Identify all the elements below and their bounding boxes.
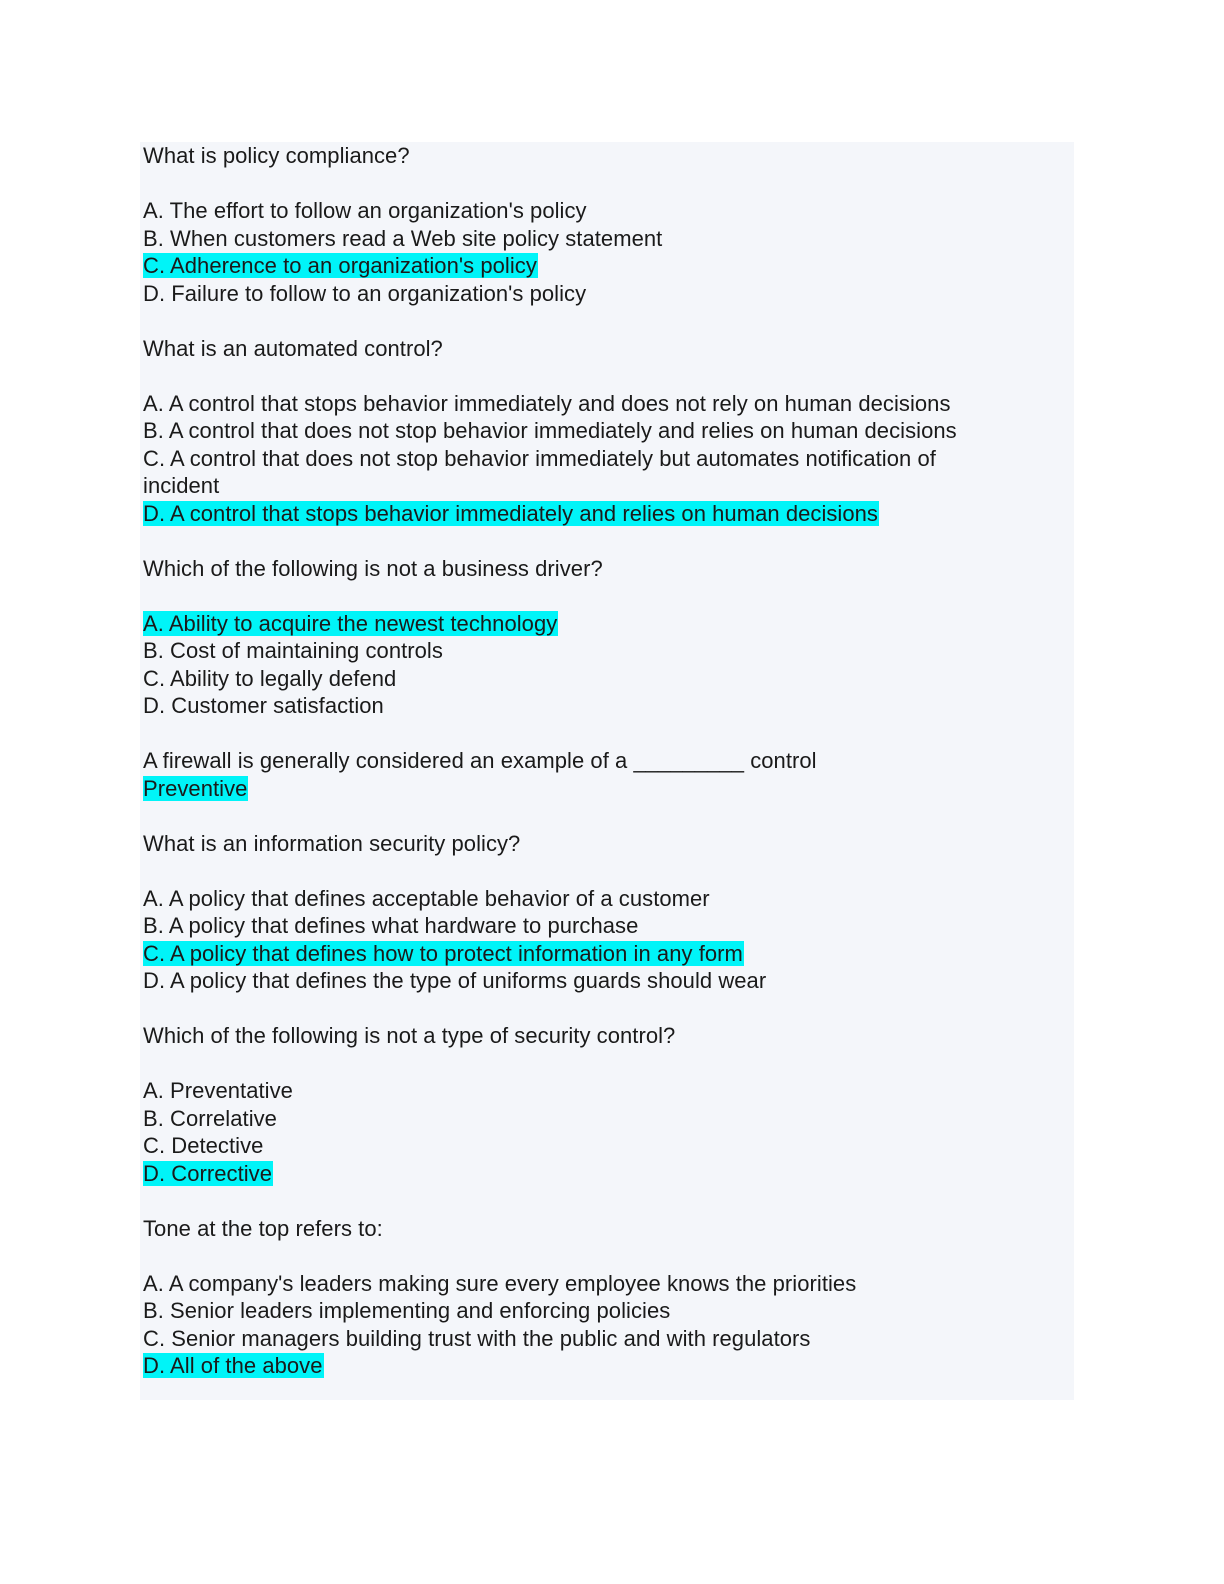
answer-option: A. A control that stops behavior immediately and does not rely on human decisions: [143, 390, 951, 416]
correct-answer-option: C. A policy that defines how to protect information in any form: [143, 940, 743, 966]
answer-option: B. Senior leaders implementing and enforcing policies: [143, 1298, 671, 1323]
answer-option: C. Senior managers building trust with the public and with regulators: [143, 1325, 811, 1351]
spacer: [143, 527, 1063, 555]
spacer: [143, 857, 1063, 885]
answer-option: B. Correlative: [143, 1105, 277, 1131]
spacer: [143, 802, 1063, 830]
question-prompt: Tone at the top refers to:: [143, 1215, 383, 1241]
spacer: [143, 720, 1063, 748]
correct-answer-text: Preventive: [143, 775, 248, 801]
question-prompt: What is policy compliance?: [143, 143, 410, 168]
answer-option: A. Preventative: [143, 1078, 293, 1103]
correct-answer-option: D. Corrective: [143, 1160, 273, 1186]
correct-answer-option: C. Adherence to an organization's policy: [143, 253, 537, 278]
spacer: [143, 582, 1063, 610]
question-prompt: What is an information security policy?: [143, 830, 521, 856]
spacer: [143, 1242, 1063, 1270]
spacer: [143, 362, 1063, 390]
answer-option: C. A control that does not stop behavior immediately but automates notification of incident: [143, 445, 943, 498]
question-prompt: Which of the following is not a business driver?: [143, 555, 603, 581]
spacer: [143, 170, 1063, 198]
correct-answer-option: D. A control that stops behavior immediately and relies on human decisions: [143, 500, 878, 526]
answer-option: D. Failure to follow to an organization's policy: [143, 280, 587, 306]
spacer: [143, 1050, 1063, 1078]
question-prompt: What is an automated control?: [143, 335, 443, 361]
answer-option: A. The effort to follow an organization's policy: [143, 198, 587, 223]
answer-option: D. A policy that defines the type of uniforms guards should wear: [143, 968, 767, 993]
answer-option: D. Customer satisfaction: [143, 693, 384, 718]
answer-option: B. Cost of maintaining controls: [143, 638, 443, 663]
answer-option: B. A control that does not stop behavior immediately and relies on human decisions: [143, 418, 957, 443]
answer-option: C. Ability to legally defend: [143, 665, 397, 691]
answer-option: A. A policy that defines acceptable behavior of a customer: [143, 885, 710, 911]
spacer: [143, 307, 1063, 335]
correct-answer-option: D. All of the above: [143, 1353, 323, 1378]
answer-option: C. Detective: [143, 1133, 264, 1158]
answer-option: B. A policy that defines what hardware to purchase: [143, 913, 639, 938]
correct-answer-option: A. Ability to acquire the newest technology: [143, 610, 558, 636]
quiz-document: [143, 142, 1063, 1380]
answer-option: A. A company's leaders making sure every employee knows the priorities: [143, 1270, 857, 1296]
question-prompt: A firewall is generally considered an example of a _________ control: [143, 748, 817, 773]
answer-option: B. When customers read a Web site policy statement: [143, 225, 663, 251]
spacer: [143, 1187, 1063, 1215]
spacer: [143, 995, 1063, 1023]
question-prompt: Which of the following is not a type of security control?: [143, 1023, 676, 1048]
